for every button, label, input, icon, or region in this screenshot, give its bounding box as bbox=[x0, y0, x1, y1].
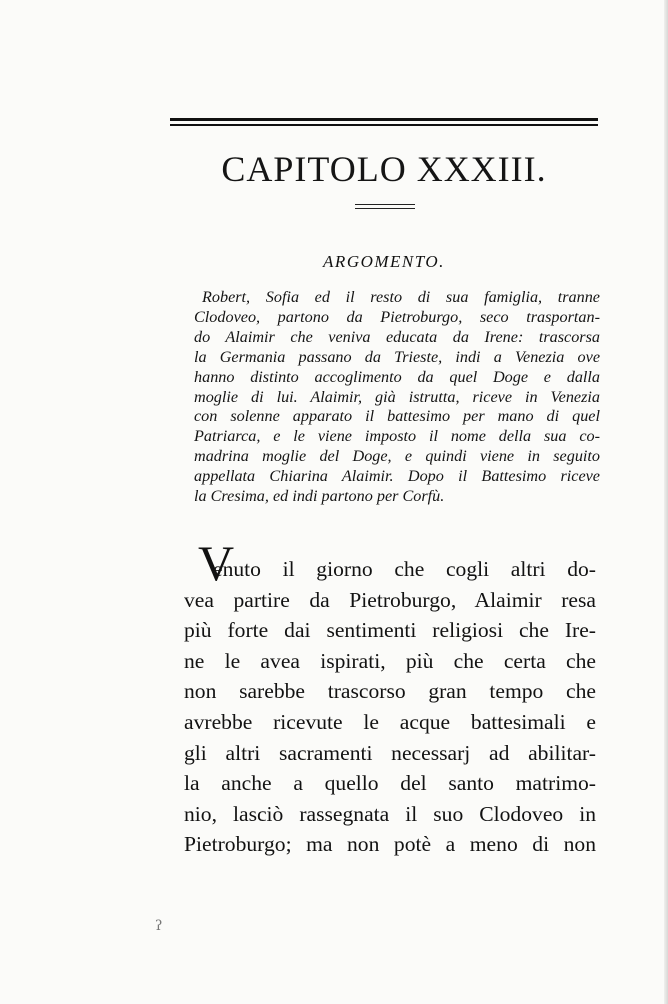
summary-line: do Alaimir che veniva educata da Irene: trascorsa bbox=[194, 327, 600, 346]
summary-line: Robert, Sofia ed il resto di sua famiglia, tranne bbox=[202, 288, 600, 306]
body-line: enuto il giorno che cogli altri do- bbox=[213, 557, 596, 581]
argomento-heading: ARGOMENTO. bbox=[323, 252, 445, 271]
title-ornament-rule bbox=[355, 204, 415, 210]
summary-line: Patriarca, e le viene imposto il nome della sua co- bbox=[194, 427, 600, 446]
chapter-top-rule bbox=[170, 118, 598, 128]
body-line: non sarebbe trascorso gran tempo che bbox=[184, 679, 596, 704]
chapter-title: CAPITOLO XXXIII. bbox=[221, 149, 547, 189]
summary-line: appellata Chiarina Alaimir. Dopo il Battesimo riceve bbox=[194, 467, 600, 486]
summary-line: madrina moglie del Doge, e quindi viene in seguito bbox=[194, 447, 600, 466]
body-line: nio, lasciò rassegnata il suo Clodoveo in bbox=[184, 801, 596, 826]
body-line: la anche a quello del santo matrimo- bbox=[184, 771, 596, 796]
body-line: Pietroburgo; ma non potè a meno di non bbox=[184, 832, 596, 857]
argomento-summary bbox=[194, 288, 600, 507]
body-line: ne le avea ispirati, più che certa che bbox=[184, 648, 596, 673]
summary-line: Clodoveo, partono da Pietroburgo, seco trasportan- bbox=[194, 307, 600, 326]
body-line: vea partire da Pietroburgo, Alaimir resa bbox=[184, 587, 596, 612]
drop-cap-letter: V bbox=[198, 535, 235, 591]
thick-rule-line bbox=[170, 118, 598, 121]
chapter-body-text bbox=[184, 554, 596, 860]
summary-line: moglie di lui. Alaimir, già istrutta, riceve in Venezia bbox=[194, 387, 600, 406]
margin-pencil-mark: ʔ bbox=[155, 918, 163, 934]
thin-rule-line bbox=[170, 124, 598, 126]
summary-line: la Germania passano da Trieste, indi a Venezia ove bbox=[194, 347, 600, 366]
ornament-line bbox=[355, 204, 415, 205]
body-line: più forte dai sentimenti religiosi che Ire- bbox=[184, 618, 596, 643]
page-edge-shadow bbox=[664, 0, 668, 1004]
body-line: avrebbe ricevute le acque battesimali e bbox=[184, 709, 596, 734]
summary-line: con solenne apparato il battesimo per mano di quel bbox=[194, 407, 600, 426]
ornament-line bbox=[355, 208, 415, 209]
summary-line: la Cresima, ed indi partono per Corfù. bbox=[194, 487, 445, 506]
summary-line: hanno distinto accoglimento da quel Doge e dalla bbox=[194, 367, 600, 386]
body-line: gli altri sacramenti necessarj ad abilitar- bbox=[184, 740, 596, 765]
